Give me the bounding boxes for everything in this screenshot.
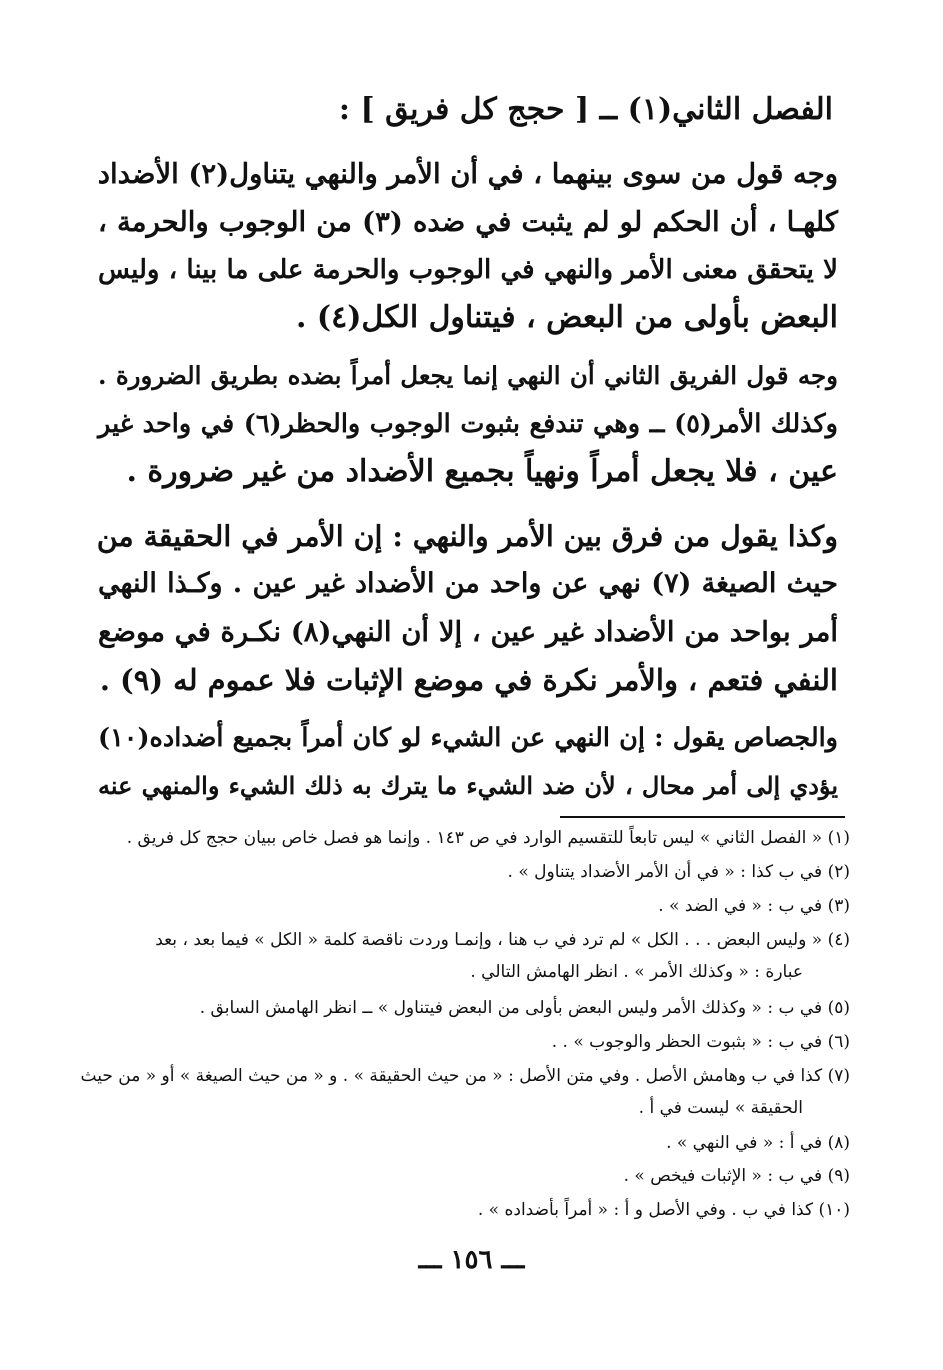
footnote: (٤) « وليس البعض . . . الكل » لم ترد في ب هنا ، وإنمـا وردت ناقصة كلمة « الكل » فيما بعد ، بعد	[155, 930, 850, 950]
footnote: (٨) في أ : « في النهي » .	[666, 1133, 850, 1153]
footnote-separator	[560, 816, 845, 818]
body-line: عين ، فلا يجعل أمراً ونهياً بجميع الأضداد من غير ضرورة .	[126, 454, 838, 489]
body-line: وجه قول من سوى بينهما ، في أن الأمر والنهي يتناول(٢) الأضداد	[97, 158, 838, 190]
footnote: (٣) في ب : « في الضد » .	[658, 896, 850, 916]
body-line: وجه قول الفريق الثاني أن النهي إنما يجعل أمراً بضده بطريق الضرورة .	[98, 361, 838, 390]
body-line: كلهـا ، أن الحكم لو لم يثبت في ضده (٣) من الوجوب والحرمة ،	[98, 206, 838, 238]
body-line: والجصاص يقول : إن النهي عن الشيء لو كان أمراً بجميع أضداده(١٠)	[98, 723, 838, 753]
section-heading: الفصل الثاني(١) ــ [ حجج كل فريق ] :	[338, 92, 833, 127]
body-line: البعض بأولى من البعض ، فيتناول الكل(٤) .	[296, 300, 838, 335]
body-line: حيث الصيغة (٧) نهي عن واحد من الأضداد غير عين . وكـذا النهي	[98, 568, 838, 599]
body-line: لا يتحقق معنى الأمر والنهي في الوجوب والحرمة على ما بينا ، وليس	[98, 255, 838, 285]
footnote: (٥) في ب : « وكذلك الأمر وليس البعض بأولى من البعض فيتناول » ــ انظر الهامش السابق .	[199, 998, 850, 1018]
footnote: (٢) في ب كذا : « في أن الأمر الأضداد يتناول » .	[507, 862, 850, 882]
footnote: (١٠) كذا في ب . وفي الأصل و أ : « أمراً بأضداده » .	[477, 1200, 850, 1220]
footnote-continuation: الحقيقة » ليست في أ .	[638, 1098, 803, 1118]
page-number: ـــ ١٥٦ ـــ	[418, 1245, 525, 1275]
footnote: (١) « الفصل الثاني » ليس تابعاً للتقسيم الوارد في ص ١٤٣ . وإنما هو فصل خاص ببيان حجج كل فريق .	[126, 828, 850, 848]
body-line: وكذلك الأمر(٥) ــ وهي تندفع بثبوت الوجوب والحظر(٦) في واحد غير	[98, 409, 838, 439]
body-line: أمر بواحد من الأضداد غير عين ، إلا أن النهي(٨) نكـرة في موضع	[98, 616, 838, 648]
footnote: (٦) في ب : « بثبوت الحظر والوجوب » . .	[551, 1032, 850, 1052]
footnote-continuation: عبارة : « وكذلك الأمر » . انظر الهامش التالي .	[470, 962, 803, 982]
body-line: يؤدي إلى أمر محال ، لأن ضد الشيء ما يترك به ذلك الشيء والمنهي عنه	[98, 771, 838, 800]
footnote: (٩) في ب : « الإثبات فيخص » .	[623, 1166, 850, 1186]
body-line: وكذا يقول من فرق بين الأمر والنهي : إن الأمر في الحقيقة من	[96, 519, 838, 553]
footnote: (٧) كذا في ب وهامش الأصل . وفي متن الأصل : « من حيث الحقيقة » . و « من حيث الصيغة » أو « من حيث	[80, 1066, 850, 1086]
body-line: النفي فتعم ، والأمر نكرة في موضع الإثبات فلا عموم له (٩) .	[99, 663, 838, 697]
